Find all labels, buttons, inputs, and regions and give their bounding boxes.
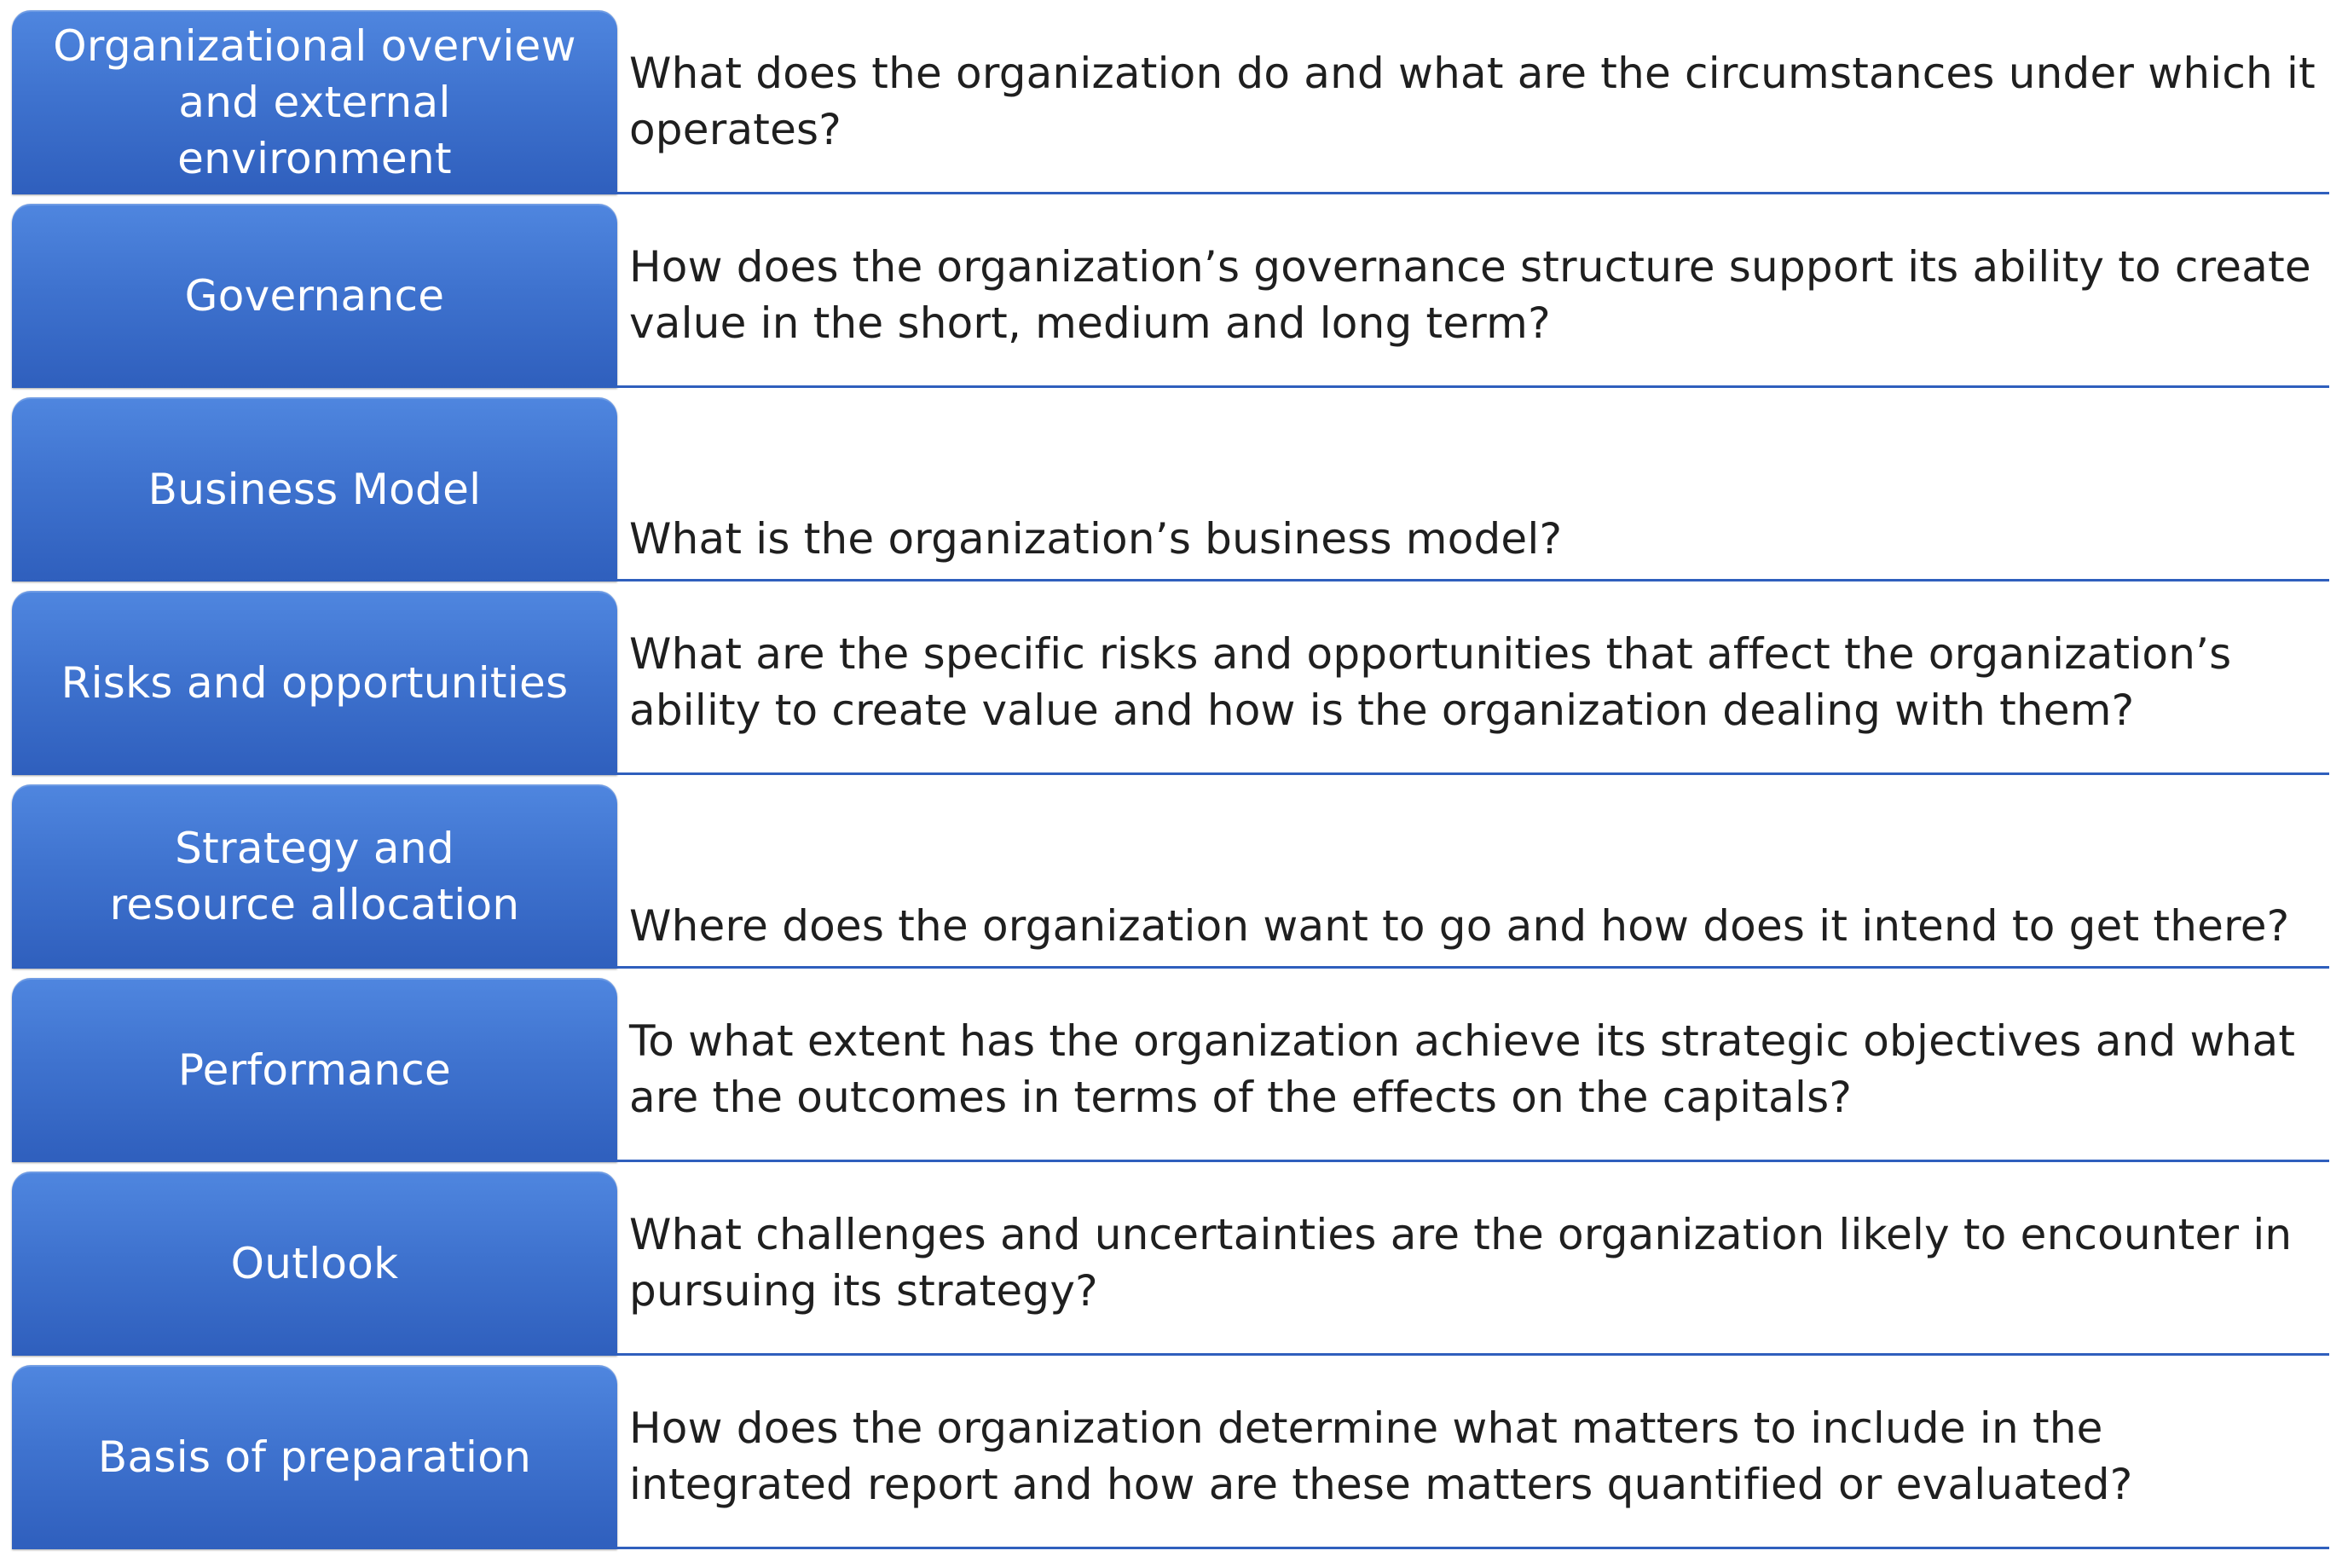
- question-cell: [617, 204, 2329, 388]
- question-cell: [617, 1172, 2329, 1356]
- question-cell: [617, 591, 2329, 775]
- row-basis-of-preparation: [12, 1365, 2329, 1559]
- category-box: [12, 204, 617, 388]
- content-elements-list: [12, 10, 2329, 1559]
- category-label: Risks and opportunities: [61, 658, 569, 708]
- row-outlook: [12, 1172, 2329, 1365]
- row-performance: [12, 978, 2329, 1172]
- category-label: Business Model: [147, 465, 482, 514]
- question-text: What are the specific risks and opportunities that affect the organization’s ability to create value and how is the organization dealing with them?: [629, 628, 2232, 735]
- question-text: What is the organization’s business model?: [629, 514, 1563, 564]
- question-text: To what extent has the organization achieve its strategic objectives and what are the outcomes in terms of the effects on the capitals?: [629, 1015, 2296, 1122]
- question-cell: [617, 10, 2329, 194]
- row-strategy-resource-allocation: [12, 784, 2329, 978]
- row-organizational-overview: [12, 10, 2329, 204]
- category-box: [12, 1365, 617, 1549]
- category-label: Governance: [184, 271, 445, 321]
- category-box: [12, 591, 617, 775]
- row-governance: [12, 204, 2329, 397]
- category-box: [12, 784, 617, 969]
- row-business-model: [12, 397, 2329, 591]
- question-text: Where does the organization want to go and how does it intend to get there?: [629, 901, 2290, 951]
- question-cell: [617, 397, 2329, 581]
- question-cell: [617, 784, 2329, 969]
- row-risks-opportunities: [12, 591, 2329, 784]
- category-label: Performance: [177, 1045, 452, 1095]
- category-box: [12, 978, 617, 1162]
- category-box: [12, 397, 617, 581]
- question-cell: [617, 978, 2329, 1162]
- category-label: Organizational overview and external environment: [53, 21, 576, 183]
- question-cell: [617, 1365, 2329, 1549]
- category-box: [12, 10, 617, 194]
- question-text: How does the organization’s governance structure support its ability to create value in the short, medium and long term?: [629, 241, 2311, 348]
- question-text: What does the organization do and what are the circumstances under which it operates?: [629, 48, 2316, 154]
- question-text: What challenges and uncertainties are the organization likely to encounter in pursuing its strategy?: [629, 1209, 2293, 1316]
- category-box: [12, 1172, 617, 1356]
- category-label: Outlook: [230, 1239, 399, 1288]
- category-label: Strategy and resource allocation: [109, 824, 520, 929]
- question-text: How does the organization determine what matters to include in the integrated report and how are these matters quantified or evaluated?: [629, 1403, 2133, 1509]
- category-label: Basis of preparation: [97, 1432, 532, 1482]
